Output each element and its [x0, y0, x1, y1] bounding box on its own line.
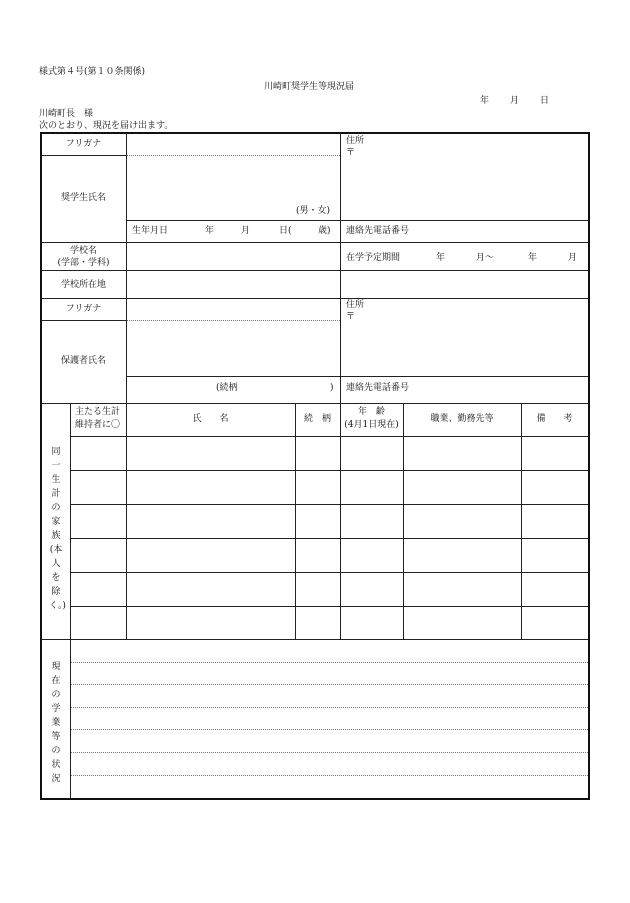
status-writing-line	[71, 707, 588, 708]
family-col-divider	[340, 404, 341, 639]
divider	[41, 242, 588, 243]
status-side-label: 現在の学業等の状況	[51, 662, 61, 784]
divider	[340, 376, 588, 377]
birth-day-label: 日(	[279, 226, 292, 236]
family-col-divider	[295, 404, 296, 639]
birthdate-label: 生年月日	[132, 226, 169, 236]
enroll-from-month: 月～	[476, 253, 495, 263]
addressee: 川崎町長 様	[39, 109, 94, 119]
student-postal-mark: 〒	[346, 148, 356, 158]
intro-text: 次のとおり、現況を届け出ます。	[39, 121, 174, 131]
table-right-border	[588, 132, 590, 800]
col-main-earner-1: 主たる生計	[75, 407, 121, 417]
divider	[126, 376, 340, 377]
date-month-label: 月	[510, 96, 520, 106]
gender-label: (男・女)	[296, 206, 331, 216]
guardian-name-label: 保護者氏名	[60, 356, 106, 366]
form-title: 川崎町奨学生等現況届	[264, 82, 355, 92]
col-relation: 続 柄	[303, 414, 331, 424]
school-address-label: 学校所在地	[60, 280, 106, 290]
status-writing-line	[71, 684, 588, 685]
family-side-label: 同一生計の家族(本人を除く。)	[49, 447, 66, 611]
status-writing-line	[71, 775, 588, 776]
family-row-divider	[70, 572, 588, 573]
birth-year-label: 年	[205, 226, 215, 236]
divider	[126, 220, 340, 221]
family-col-divider	[403, 404, 404, 639]
student-phone-label: 連絡先電話番号	[346, 226, 410, 236]
col-name: 氏 名	[192, 414, 229, 424]
date-day-label: 日	[540, 96, 550, 106]
age-label: 歳)	[318, 226, 331, 236]
table-bottom-border	[40, 798, 590, 800]
relation-close-label: )	[330, 383, 334, 393]
family-row-divider	[70, 538, 588, 539]
family-row-divider	[70, 606, 588, 607]
col-note: 備 考	[536, 414, 573, 424]
divider	[41, 320, 126, 321]
school-dept-label: (学部・学科)	[57, 258, 110, 268]
guardian-furigana-label: フリガナ	[65, 304, 102, 314]
status-writing-line	[71, 729, 588, 730]
guardian-postal-mark: 〒	[346, 312, 356, 322]
form-number: 様式第４号(第１０条関係)	[39, 67, 146, 77]
family-header-divider	[70, 436, 588, 437]
furigana-dotted-line	[127, 155, 340, 156]
enroll-to-year: 年	[528, 253, 538, 263]
divider	[41, 155, 126, 156]
divider	[41, 298, 588, 299]
table-top-border	[40, 132, 590, 134]
divider	[41, 403, 588, 404]
student-address-label: 住所	[346, 136, 365, 146]
date-year-label: 年	[480, 96, 490, 106]
enroll-period-label: 在学予定期間	[346, 253, 401, 263]
col-main-earner-2: 維持者に〇	[75, 420, 121, 430]
family-row-divider	[70, 470, 588, 471]
student-name-label: 奨学生氏名	[60, 193, 106, 203]
guardian-phone-label: 連絡先電話番号	[346, 383, 410, 393]
enroll-from-year: 年	[436, 253, 446, 263]
table-left-border	[40, 132, 42, 800]
family-col-divider	[126, 404, 127, 639]
status-writing-line	[71, 752, 588, 753]
enroll-to-month: 月	[568, 253, 578, 263]
relation-open-label: (続柄	[216, 383, 238, 393]
birth-month-label: 月	[241, 226, 251, 236]
label-col-divider	[126, 133, 127, 403]
divider	[41, 270, 588, 271]
col-job: 職業、勤務先等	[430, 414, 494, 424]
guardian-address-label: 住所	[346, 300, 365, 310]
col-age-1: 年 齢	[357, 407, 385, 417]
section-divider	[41, 639, 588, 640]
student-furigana-label: フリガナ	[65, 139, 102, 149]
mid-col-divider	[340, 133, 341, 403]
divider	[340, 220, 588, 221]
status-writing-line	[71, 662, 588, 663]
family-col-divider	[521, 404, 522, 639]
side-label-divider	[70, 404, 71, 798]
school-name-label: 学校名	[69, 246, 97, 256]
col-age-2: (4月1日現在)	[344, 420, 399, 430]
family-row-divider	[70, 504, 588, 505]
guardian-furigana-dotted-line	[127, 320, 340, 321]
